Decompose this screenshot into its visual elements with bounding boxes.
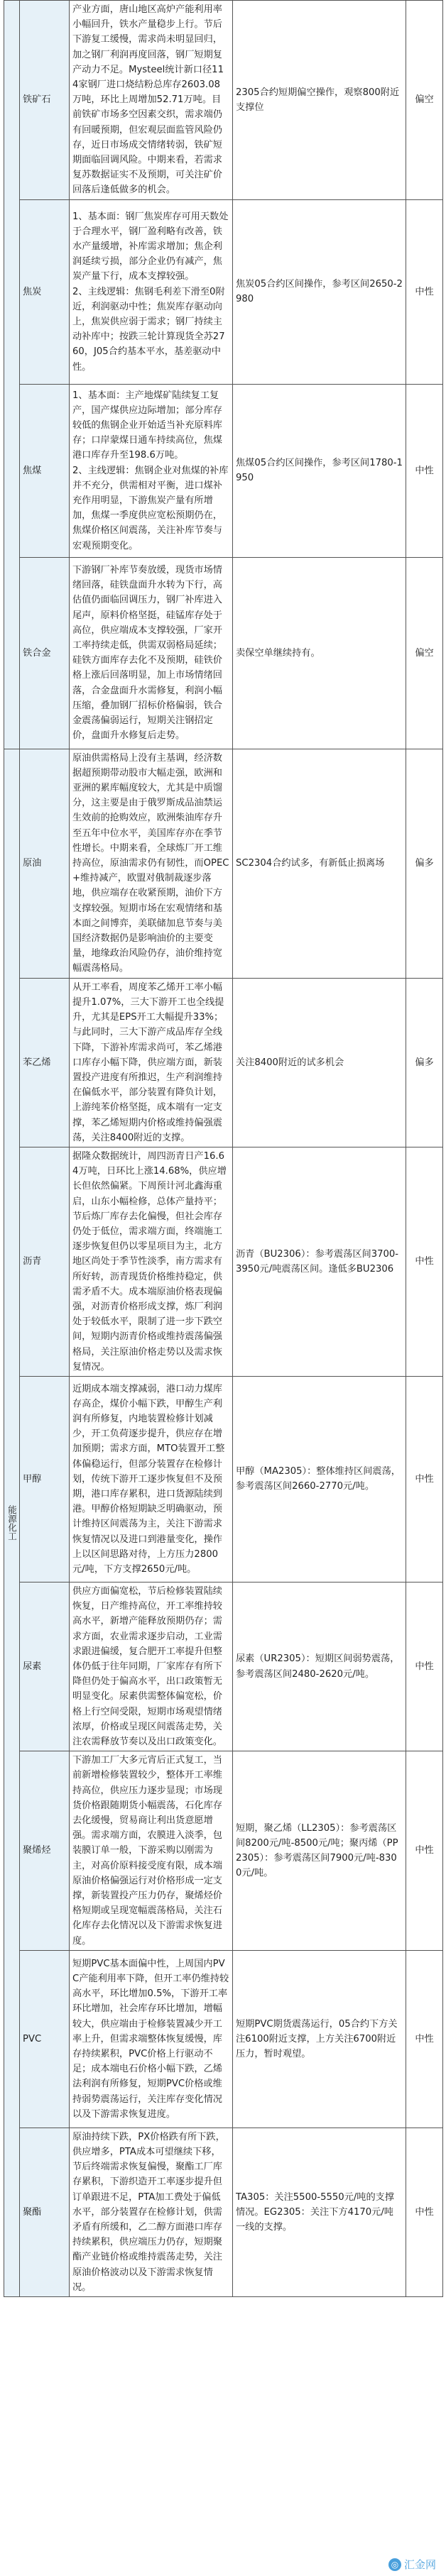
commodity-name: 聚烯烃 [20,1751,70,1951]
commodity-name: 焦煤 [20,384,70,557]
table-row [4,199,443,384]
table-row [4,1376,443,1582]
watermark-icon: ◎ [388,2558,401,2571]
fundamentals-text: 产业方面，唐山地区高炉产能利用率小幅回升，铁水产量稳步上行。节后下游复工缓慢，需求尚未明显回归，加之钢厂利润再度回落，钢厂短期复产动力不足。Mysteel统计新口径114家钢厂进口烧结粉总库存2603.08万吨，环比上周增加52.71万吨。目前铁矿市场多空因素交织，需求端仍有回暖预期，但宏观层面监管风险仍存，近日市场成交情绪转弱，铁矿短期面临回调风险。中期来看，若需求复苏数据证实不及预期，可关注矿价回落后逢低做多的机会。 [70,1,233,200]
view-text: 中性 [406,1147,443,1376]
view-text: 中性 [406,1376,443,1582]
fundamentals-text: 原油持续下跌，PX价格跌有所下跌，供应增多，PTA成本可望继续下移，节后终端需求恢复偏慢，聚酯工厂库存累积，下游织造开工率逐步提升但订单跟进不足，PTA加工费处于偏低水平，部分装置存在检修计划，供需矛盾有所缓和，乙二醇方面港口库存持续累积，供应端压力仍存，短期聚酯产业链价格或维持震荡走势，关注原油价格波动以及下游需求恢复情况。 [70,2128,233,2296]
strategy-text: 焦炭05合约区间操作，参考区间2650-2980 [233,199,406,384]
view-text: 中性 [406,1582,443,1751]
table-row [4,1751,443,1951]
view-text: 中性 [406,199,443,384]
fundamentals-text: 供应方面偏宽松，节后检修装置陆续恢复，日产维持高位，开工率维持较高水平，新增产能释放预期仍存；需求方面，农业需求逐步启动，工业需求跟进偏缓，复合肥开工率提升但整体仍低于往年同期，厂家库存有所下降但仍处于偏高水平，出口政策暂无明显变化。尿素供需整体偏宽松，价格上行空间受限，短期市场观望情绪浓厚，价格或呈现区间震荡走势，关注农需释放节奏以及出口政策变化。 [70,1582,233,1751]
strategy-text: 沥青（BU2306）：参考震荡区间3700-3950元/吨震荡区间。逢低多BU2306 [233,1147,406,1376]
table-row [4,749,443,978]
table-row [4,1582,443,1751]
table-row [4,1,443,200]
view-text: 偏空 [406,1,443,200]
fundamentals-text: 下游加工厂大多元宵后正式复工，当前新增检修装置较少，整体开工率维持高位，供应压力逐步显现；市场现货价格跟随期货小幅震荡，石化库存去化缓慢，贸易商让利出货意愿增强。需求端方面，农膜进入淡季，包装膜订单一般，下游采购以刚需为主，对高价原料接受度有限，成本端原油价格偏强运行对价格形成一定支撑，新装置投产压力仍存，聚烯烃价格短期或呈现宽幅震荡格局，关注石化库存去化情况以及下游需求恢复进度。 [70,1751,233,1951]
table-row [4,384,443,557]
watermark-text: 汇金网 [403,2558,436,2571]
commodity-name: 沥青 [20,1147,70,1376]
strategy-text: 短期PVC期货震荡运行，05合约下方关注6100附近支撑，上方关注6700附近压力，暂时观望。 [233,1950,406,2128]
strategy-text: 关注8400附近的试多机会 [233,978,406,1147]
fundamentals-text: 从开工率看，周度苯乙烯开工率小幅提升1.07%，三大下游开工也全线提升，尤其是EPS开工大幅提升33%；与此同时，三大下游产成品库存全线下降，下游补库需求尚可，苯乙烯港口库存小幅下降，供应端方面，新装置投产进度有所推迟，生产利润维持在偏低水平，部分装置有降负计划，上游纯苯价格坚挺，成本端有一定支撑，苯乙烯短期内价格或维持偏强震荡，关注8400附近的支撑。 [70,978,233,1147]
commodity-name: 苯乙烯 [20,978,70,1147]
view-text: 中性 [406,2128,443,2296]
view-text: 偏空 [406,557,443,749]
fundamentals-text: 1、基本面：主产地煤矿陆续复工复产，国产煤供应边际增加；部分库存较低的焦钢企业开始适当补充原料库存；口岸蒙煤日通车持续高位，焦煤港口库存升至198.6万吨。 2、主线逻辑：焦钢企业对焦煤的补库并不充分，供需相对平衡，进口煤补充作用明显，下游焦炭产量有所增加，焦煤一季度供应宽松预期仍在，焦煤价格区间震荡，关注补库节奏与宏观预期变化。 [70,384,233,557]
fundamentals-text: 原油供需格局上没有主基调，经济数据超预期带动股市大幅走强，欧洲和亚洲的累库幅度较大，尤其是中质馏分，这主要是由于俄罗斯成品油禁运生效前的抢购效应，欧洲柴油库存升至五年中位水平，美国库存亦在季节性增长。中期来看，全球炼厂开工维持高位，原油需求仍有韧性，而OPEC+维持减产，欧盟对俄制裁逐步落地，供应端存在收紧预期，油价下方支撑较强。短期市场在宏观情绪和基本面之间博弈，美联储加息节奏与美国经济数据仍是影响油价的主要变量，地缘政治风险仍存，油价维持宽幅震荡格局。 [70,749,233,978]
table-row [4,2128,443,2296]
strategy-text: SC2304合约试多，有新低止损离场 [233,749,406,978]
view-text: 偏多 [406,749,443,978]
strategy-text: TA305：关注5500-5550元/吨的支撑情况。EG2305：关注下方4170元/吨一线的支撑。 [233,2128,406,2296]
fundamentals-text: 短期PVC基本面偏中性，上周国内PVC产能利用率下降，但开工率仍维持较高水平，环比增加0.5%，下游开工率环比增加，社会库存环比增加，增幅较大，供应端由于检修装置减少开工率上升，但需求端整体恢复缓慢，库存持续累积，PVC价格上行驱动不足；成本端电石价格小幅下跌，乙烯法利润有所修复，短期PVC价格或维持弱势震荡运行，关注库存变化情况以及下游需求恢复进度。 [70,1950,233,2128]
commodity-name: 铁矿石 [20,1,70,200]
fundamentals-text: 近期成本端支撑减弱，港口动力煤库存高企，煤价小幅下跌，甲醇生产利润有所修复，内地装置检修计划减少，开工负荷逐步提升，供应存在增加预期；需求方面，MTO装置开工整体偏稳运行，但部分装置存在检修计划，传统下游开工逐步恢复但不及预期，港口库存累积，进口货源陆续到港。甲醇价格短期缺乏明确驱动，预计维持区间震荡为主，关注下游需求恢复情况以及进口到港量变化，操作上以区间思路对待，上方压力2800元/吨，下方支撑2650元/吨。 [70,1376,233,1582]
commodity-name: 甲醇 [20,1376,70,1582]
market-analysis-table [4,0,443,2297]
commodity-name: 聚酯 [20,2128,70,2296]
commodity-name: 原油 [20,749,70,978]
fundamentals-text: 下游钢厂补库节奏放缓，现货市场情绪回落，硅铁盘面升水转为下行，高估值仍面临回调压力，钢厂补库进入尾声，原料价格坚挺，硅锰库存处于高位，供应端成本支撑较强，厂家开工率持续走低，供需双弱格局延续；硅铁方面库存去化不及预期，硅铁价格上涨后回落明显，加上市场情绪回落，合金盘面升水需修复，利润小幅压缩，叠加钢厂招标价格偏弱，铁合金震荡偏弱运行，短期关注钢招定价，盘面升水修复后走势。 [70,557,233,749]
view-text: 中性 [406,1751,443,1951]
strategy-text: 甲醇（MA2305）：整体维持区间震荡，参考震荡区间2660-2770元/吨。 [233,1376,406,1582]
commodity-name: 焦炭 [20,199,70,384]
strategy-text: 尿素（UR2305）：短期区间弱势震荡，参考震荡区间2480-2620元/吨。 [233,1582,406,1751]
commodity-name: 尿素 [20,1582,70,1751]
commodity-name: PVC [20,1950,70,2128]
table-row [4,978,443,1147]
fundamentals-text: 1、基本面：钢厂焦炭库存可用天数处于合理水平，钢厂盈利略有改善，铁水产量缓增，补库需求增加；焦企利润延续亏损，部分企业仍有减产，焦炭产量下行，成本支撑较强。 2、主线逻辑：焦钢毛利差下滑至0附近，利润驱动中性；焦炭库存驱动向上，焦炭供应弱于需求；钢厂持续主动补库中；按跌三轮计算现货全苏2760，J05合约基本平水，基差驱动中性。 [70,199,233,384]
view-text: 中性 [406,384,443,557]
table-row [4,1950,443,2128]
strategy-text: 焦煤05合约区间操作，参考区间1780-1950 [233,384,406,557]
group-cell-black [4,1,20,749]
commodity-name: 铁合金 [20,557,70,749]
table-row [4,557,443,749]
strategy-text: 卖保空单继续持有。 [233,557,406,749]
strategy-text: 短期，聚乙烯（LL2305）：参考震荡区间8200元/吨-8500元/吨；聚丙烯（PP2305）：参考震荡区间7900元/吨-8300元/吨。 [233,1751,406,1951]
view-text: 偏多 [406,978,443,1147]
group-label: 能源化工 [4,749,20,2296]
fundamentals-text: 据隆众数据统计，周四沥青日产16.64万吨，日环比上涨14.68%，供应增长但依然偏紧。下周预计河北鑫海重启，山东小幅检修，总体产量持平；节后炼厂库存去化偏慢，但社会库存仍处于低位，需求端方面，终端施工逐步恢复但仍以零星项目为主，北方地区尚处于季节性淡季，南方需求有所好转，沥青现货价格维持稳定，供需矛盾不大。成本端原油价格表现偏强，对沥青价格形成支撑，炼厂利润处于较低水平，限制了进一步下跌空间，短期内沥青价格或维持震荡偏强格局，关注原油价格走势以及需求恢复情况。 [70,1147,233,1376]
view-text: 中性 [406,1950,443,2128]
watermark-logo [388,2557,436,2572]
table-row [4,1147,443,1376]
strategy-text: 2305合约短期偏空操作，观察800附近支撑位 [233,1,406,200]
